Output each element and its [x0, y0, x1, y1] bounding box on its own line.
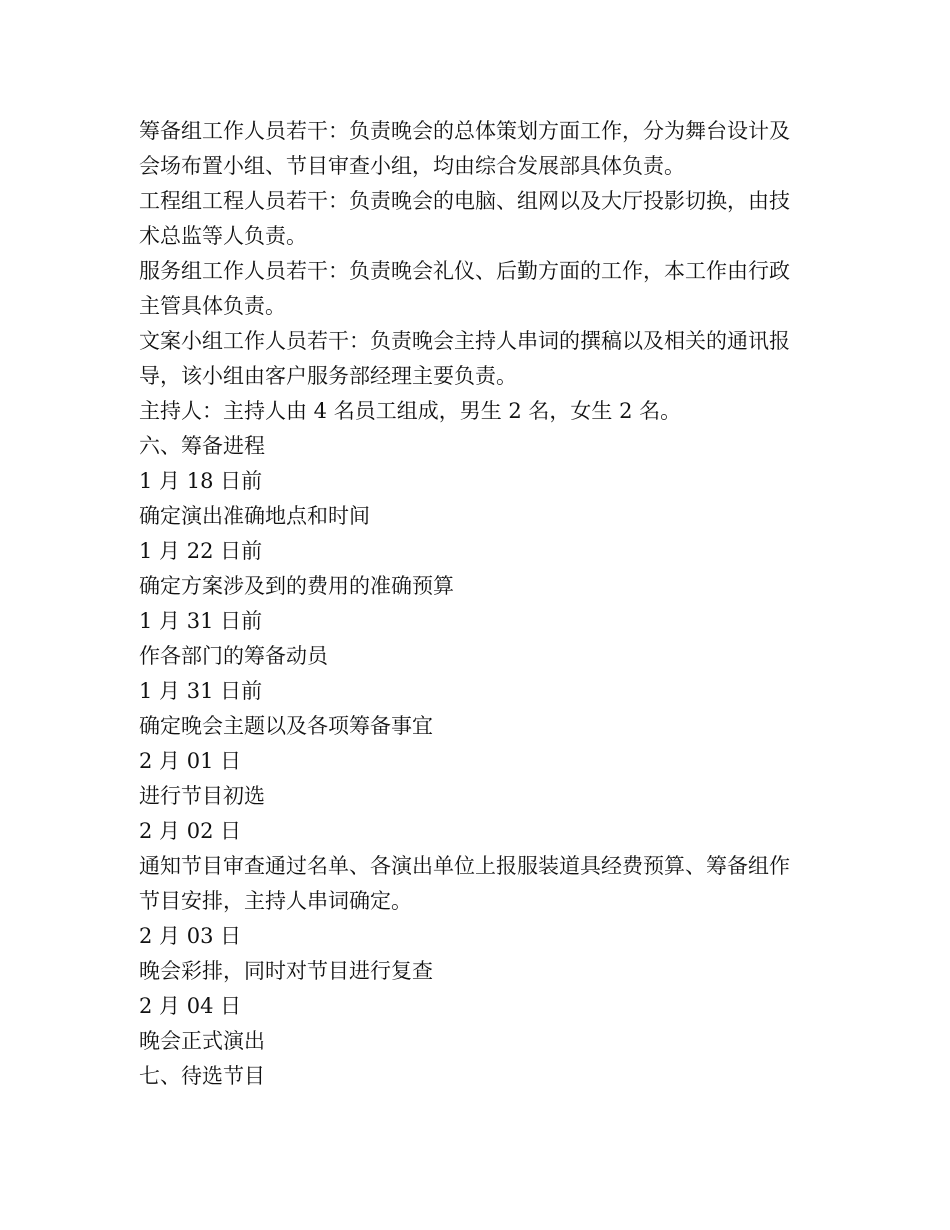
schedule-task: 确定方案涉及到的费用的准确预算 [139, 574, 454, 598]
schedule-date: 1 月 31 日前 [139, 609, 263, 633]
body-line: 导，该小组由客户服务部经理主要负责。 [139, 364, 517, 388]
schedule-date: 1 月 22 日前 [139, 539, 263, 563]
schedule-date: 1 月 18 日前 [139, 469, 263, 493]
body-line: 会场布置小组、节目审查小组，均由综合发展部具体负责。 [139, 154, 685, 178]
schedule-task: 确定晚会主题以及各项筹备事宜 [139, 714, 433, 738]
section-heading: 六、筹备进程 [139, 434, 265, 458]
schedule-task: 晚会彩排，同时对节目进行复查 [139, 959, 433, 983]
schedule-date: 2 月 02 日 [139, 819, 242, 843]
body-line: 工程组工程人员若干：负责晚会的电脑、组网以及大厅投影切换，由技 [139, 189, 790, 213]
schedule-task: 通知节目审查通过名单、各演出单位上报服装道具经费预算、筹备组作 [139, 854, 790, 878]
schedule-date: 1 月 31 日前 [139, 679, 263, 703]
schedule-date: 2 月 04 日 [139, 994, 242, 1018]
body-line: 服务组工作人员若干：负责晚会礼仪、后勤方面的工作，本工作由行政 [139, 259, 790, 283]
body-line: 主管具体负责。 [139, 294, 286, 318]
schedule-task: 晚会正式演出 [139, 1029, 265, 1053]
schedule-task: 确定演出准确地点和时间 [139, 504, 370, 528]
schedule-date: 2 月 01 日 [139, 749, 242, 773]
body-line: 主持人：主持人由 4 名员工组成，男生 2 名，女生 2 名。 [139, 399, 682, 423]
body-line: 筹备组工作人员若干：负责晚会的总体策划方面工作，分为舞台设计及 [139, 119, 790, 143]
schedule-task: 进行节目初选 [139, 784, 265, 808]
schedule-date: 2 月 03 日 [139, 924, 242, 948]
schedule-task: 节目安排，主持人串词确定。 [139, 889, 412, 913]
body-line: 文案小组工作人员若干：负责晚会主持人串词的撰稿以及相关的通讯报 [139, 329, 790, 353]
schedule-task: 作各部门的筹备动员 [139, 644, 328, 668]
section-heading: 七、待选节目 [139, 1064, 265, 1088]
body-line: 术总监等人负责。 [139, 224, 307, 248]
document-body [139, 114, 819, 1094]
